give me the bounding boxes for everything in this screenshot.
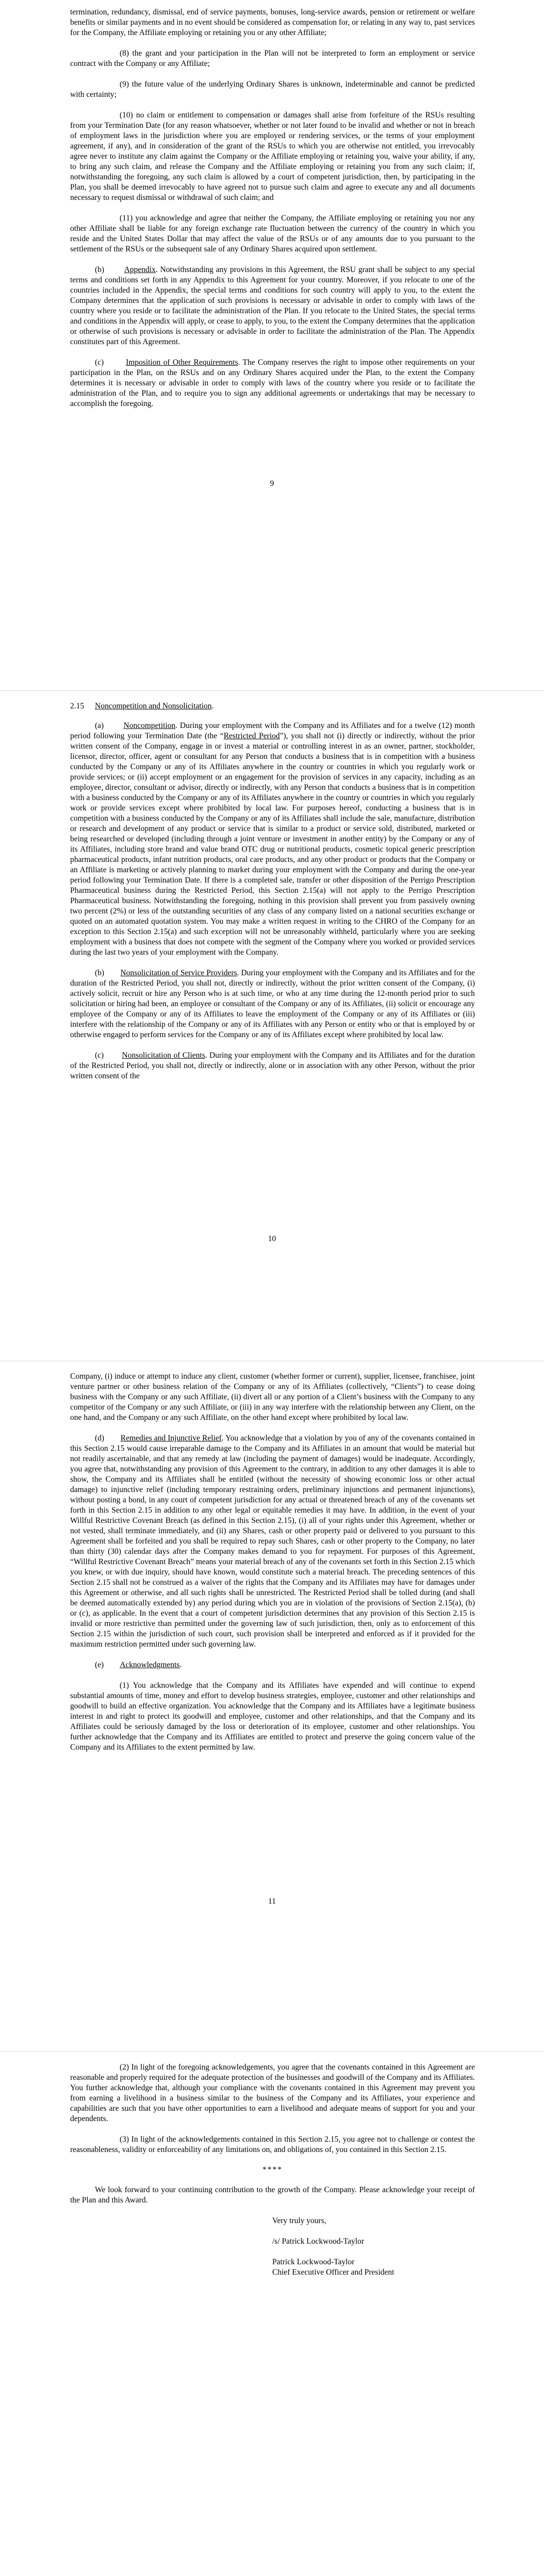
document-page-11	[0, 1361, 544, 2052]
section-noncompetition: (a) Noncompetition. During your employment with the Company and its Affiliates and for a twelve (12) month period following your Termination Date (the “Restricted Period”), you shall not (i) directly or indirectly, without the prior written consent of the Company, engage in or invest a material or controlling interest in as an owner, partner, stockholder, licensor, director, officer, agent or consultant for any Person that conducts a business that is in competition with a business conducted by the Company or any of its Affiliates anywhere in the country or countries in which you regularly work or provide services; or (ii) accept employment or an engagement for the provision of services in any capacity, including as an employee, director, consultant or advisor, directly or indirectly, with any Person that conducts a business that is in competition with a business conducted by the Company or any of its Affiliates anywhere in the country or countries in which you regularly work or provide services except where prohibited by local law. For purposes hereof, conducting a business that is in competition with a business conducted by the Company or any of its Affiliates shall include the sale, manufacture, distribution or research and development of any product or service that is similar to a product or service sold, distributed, marketed or being researched or developed (including through a joint venture or investment in another entity) by the Company or any of its Affiliates, including store brand and value brand OTC drug or nutritional products, cosmetic topical generic prescription pharmaceutical products, infant nutrition products, oral care products, and any other product or products that the Company or an Affiliate is marketing or actively planning to market during your employment with the Company and during the one-year period following your Termination Date. If there is a completed sale, transfer or other disposition of the Perrigo Prescription Pharmaceutical business during the Restricted Period, this Section 2.15(a) will not apply to the Perrigo Prescription Pharmaceutical business. Notwithstanding the foregoing, nothing in this provision shall prevent you from passively owning two percent (2%) or less of the outstanding securities of any class of any company listed on a national securities exchange or quoted on an automated quotation system. You may make a written request in writing to the CHRO of the Company for an exception to this Section 2.15(a) and such exception will not be unreasonably withheld, particularly where you are seeking employment with a business that does not compete with the segment of the Company where you worked or provided services during the last two years of your employment with the Company.	[70, 721, 475, 957]
heading-remedies: Remedies and Injunctive Relief	[120, 1434, 222, 1443]
page-number: 9	[270, 479, 274, 488]
signatory-name: Patrick Lockwood-Taylor	[272, 2258, 355, 2266]
acknowledgment-3: (3) In light of the acknowledgements contained in this Section 2.15, you agree not to challenge or contest the reasonableness, validity or enforceability of any limitations on, and obligations of, you contained in this Section 2.15.	[70, 2135, 475, 2154]
document-page-12	[0, 2052, 544, 2576]
section-title: Noncompetition and Nonsolicitation	[95, 702, 212, 710]
section-appendix: (b) Appendix. Notwithstanding any provisions in this Agreement, the RSU grant shall be subject to any special terms and conditions set forth in any Appendix to this Agreement for your country. Moreover, if you relocate to one of the countries included in the Appendix, the special terms and conditions for such country will apply to you, to the extent the Company determines that the application of such provisions is necessary or advisable in order to comply with laws of the country where you reside or to facilitate the administration of the Plan. If you relocate to the United States, the special terms and conditions in the Appendix will apply, or cease to apply, to you, to the extent the Company determines that the application or otherwise of such provisions is necessary or advisable in order to facilitate the administration of the Plan. The Appendix constitutes part of this Agreement.	[70, 265, 475, 346]
heading-noncompetition: Noncompetition	[123, 721, 176, 730]
heading-acknowledgments: Acknowledgments	[120, 1660, 180, 1669]
section-nonsolicitation-clients: (c) Nonsolicitation of Clients. During your employment with the Company and its Affiliates and for the duration of the Restricted Period, you shall not, directly or indirectly, alone or in association with any other Person, without the prior written consent of the	[70, 1051, 475, 1080]
page-number: 11	[268, 1897, 276, 1906]
heading-other-requirements: Imposition of Other Requirements	[126, 358, 238, 367]
acknowledgment-2: (2) In light of the foregoing acknowledgements, you agree that the covenants contained in this Agreement are reasonable and properly required for the adequate protection of the businesses and goodwill of the Company and its Affiliates. You further acknowledge that, although your compliance with the covenants contained in this Agreement may prevent you from earning a livelihood in a business similar to the business of the Company and its Affiliates, your experience and capabilities are such that you have other opportunities to earn a livelihood and adequate means of support for you and your dependents.	[70, 2063, 475, 2123]
heading-nonsolicitation-clients: Nonsolicitation of Clients	[122, 1051, 205, 1060]
document-page-9	[0, 0, 544, 690]
section-nonsolicitation-service-providers: (b) Nonsolicitation of Service Providers. During your employment with the Company and its Affiliates and for the duration of the Restricted Period, you shall not, directly or indirectly, without the prior written consent of the Company, (i) actively solicit, recruit or hire any Person who is at such time, or who at any time during the 12-month period prior to such solicitation or hiring had been, an employee or consultant of the Company or any of its Affiliates, (ii) solicit or encourage any employee of the Company or any of its Affiliates to leave the employment of the Company or any of its Affiliates or (iii) interfere with the relationship of the Company or any of its Affiliates with any Person or entity who or that is employed by or otherwise engaged to perform services for the Company or any of its Affiliates except where prohibited by local law.	[70, 969, 475, 1039]
signature-block	[272, 2216, 475, 2278]
clause-10: (10) no claim or entitlement to compensation or damages shall arise from forfeiture of the RSUs resulting from your Termination Date (for any reason whatsoever, whether or not later found to be invalid and whether or not in breach of employment laws in the jurisdiction where you are employed or rendering services, or the terms of your employment agreement, if any), and in consideration of the grant of the RSUs to which you are otherwise not entitled, you irrevocably agree never to institute any claim against the Company or the Affiliate employing or retaining you, waive your ability, if any, to bring any such claim, and release the Company and the Affiliate employing or retaining you from any such claim; if, notwithstanding the foregoing, any such claim is allowed by a court of competent jurisdiction, then, by participating in the Plan, you shall be deemed irrevocably to have agreed not to pursue such claim and agree to execute any and all documents necessary to request dismissal or withdrawal of such claim; and	[70, 111, 475, 202]
signatory-title: Chief Executive Officer and President	[272, 2268, 394, 2277]
page-number: 10	[268, 1234, 276, 1243]
paragraph-continuation: termination, redundancy, dismissal, end of service payments, bonuses, long-service awards, pension or retirement or welfare benefits or similar payments and in no event should be considered as compensation for, or relating in any way to, past services for the Company, the Affiliate employing or retaining you or any other Affiliate;	[70, 8, 475, 37]
signature: /s/ Patrick Lockwood-Taylor	[272, 2237, 364, 2246]
valediction: Very truly yours,	[272, 2216, 326, 2225]
document-page-10	[0, 691, 544, 1361]
defined-term: Restricted Period	[223, 732, 280, 740]
section-separator: ****	[262, 2165, 283, 2174]
section-acknowledgments: (e) Acknowledgments.	[95, 1660, 182, 1669]
acknowledgment-1: (1) You acknowledge that the Company and its Affiliates have expended and will continue to expend substantial amounts of time, money and effort to develop business strategies, employee, customer and other relationships and goodwill to build an effective organization. You acknowledge that the Company and its Affiliates have a legitimate business interest in and right to protect its goodwill and employee, customer and other relationships, and that the Company and its Affiliates could be seriously damaged by the loss or deterioration of its employee, customer and other relationships. You further acknowledge that the Company and its Affiliates are entitled to protect and preserve the going concern value of the Company and its Affiliates to the extent permitted by law.	[70, 1681, 475, 1752]
clause-8: (8) the grant and your participation in the Plan will not be interpreted to form an employment or service contract with the Company or any Affiliate;	[70, 49, 475, 68]
heading-nonsolicitation-service-providers: Nonsolicitation of Service Providers	[120, 969, 237, 977]
heading-appendix: Appendix	[124, 265, 156, 274]
section-remedies: (d) Remedies and Injunctive Relief. You acknowledge that a violation by you of any of the covenants contained in this Section 2.15 would cause irreparable damage to the Company and its Affiliates in an amount that would be material but not readily ascertainable, and that any remedy at law (including the payment of damages) would be inadequate. Accordingly, you agree that, notwithstanding any provision of this Agreement to the contrary, in addition to any other damages it is able to show, the Company and its Affiliates shall be entitled (without the necessity of showing economic loss or other actual damage) to injunctive relief (including temporary restraining orders, preliminary injunctions and permanent injunctions), without posting a bond, in any court of competent jurisdiction for any actual or threatened breach of any of the covenants set forth in this Section 2.15 in addition to any other legal or equitable remedies it may have. In addition, in the event of your Willful Restrictive Covenant Breach (as defined in this Section 2.15), (i) all of your rights under this Agreement, whether or not vested, shall terminate immediately, and (ii) any Shares, cash or other property paid or delivered to you pursuant to this Agreement shall be forfeited and you shall be required to repay such Shares, cash or other property to the Company, no later than thirty (30) calendar days after the Company makes demand to you for repayment. For purposes of this Agreement, “Willful Restrictive Covenant Breach” means your material breach of any of the covenants set forth in this Section 2.15 which you knew, or with due inquiry, should have known, would constitute such a material breach. The preceding sentences of this Section 2.15 shall not be construed as a waiver of the rights that the Company and its Affiliates may have for damages under this Agreement or otherwise, and all such rights shall be unrestricted. The Restricted Period shall be tolled during (and shall be deemed automatically extended by) any period during which you are in violation of the provisions of Section 2.15(a), (b) or (c), as applicable. In the event that a court of competent jurisdiction determines that any provision of this Section 2.15 is invalid or more restrictive than permitted under the governing law of such jurisdiction, then, only as to enforcement of this Section 2.15 within the jurisdiction of such court, such provision shall be interpreted and enforced as if it provided for the maximum restriction permitted under such governing law.	[70, 1434, 475, 1649]
closing-paragraph: We look forward to your continuing contribution to the growth of the Company. Please acknowledge your receipt of the Plan and this Award.	[70, 2185, 475, 2205]
clause-9: (9) the future value of the underlying Ordinary Shares is unknown, indeterminable and cannot be predicted with certainty;	[70, 80, 475, 99]
section-other-requirements: (c) Imposition of Other Requirements. The Company reserves the right to impose other requirements on your participation in the Plan, on the RSUs and on any Ordinary Shares acquired under the Plan, to the extent the Company determines it is necessary or advisable in order to comply with laws of the country where you reside or to facilitate the administration of the Plan, and to require you to sign any additional agreements or undertakings that may be necessary to accomplish the foregoing.	[70, 358, 475, 408]
section-2-15-heading: 2.15 Noncompetition and Nonsolicitation.	[70, 702, 214, 710]
paragraph-continuation: Company, (i) induce or attempt to induce any client, customer (whether former or current), supplier, licensee, franchisee, joint venture partner or other business relation of the Company or any of its Affiliates (collectively, “Clients”) to cease doing business with the Company or any such Affiliate, (ii) divert all or any portion of a Client’s business with the Company to any competitor of the Company or any such Affiliate, or (iii) in any way interfere with the relationship between any Client, on the one hand, and the Company or any such Affiliate, on the other hand except where prohibited by local law.	[70, 1372, 475, 1422]
clause-11: (11) you acknowledge and agree that neither the Company, the Affiliate employing or retaining you nor any other Affiliate shall be liable for any foreign exchange rate fluctuation between the currency of the country in which you reside and the United States Dollar that may affect the value of the RSUs or of any amounts due to you pursuant to the settlement of the RSUs or the subsequent sale of any Ordinary Shares acquired upon settlement.	[70, 214, 475, 253]
